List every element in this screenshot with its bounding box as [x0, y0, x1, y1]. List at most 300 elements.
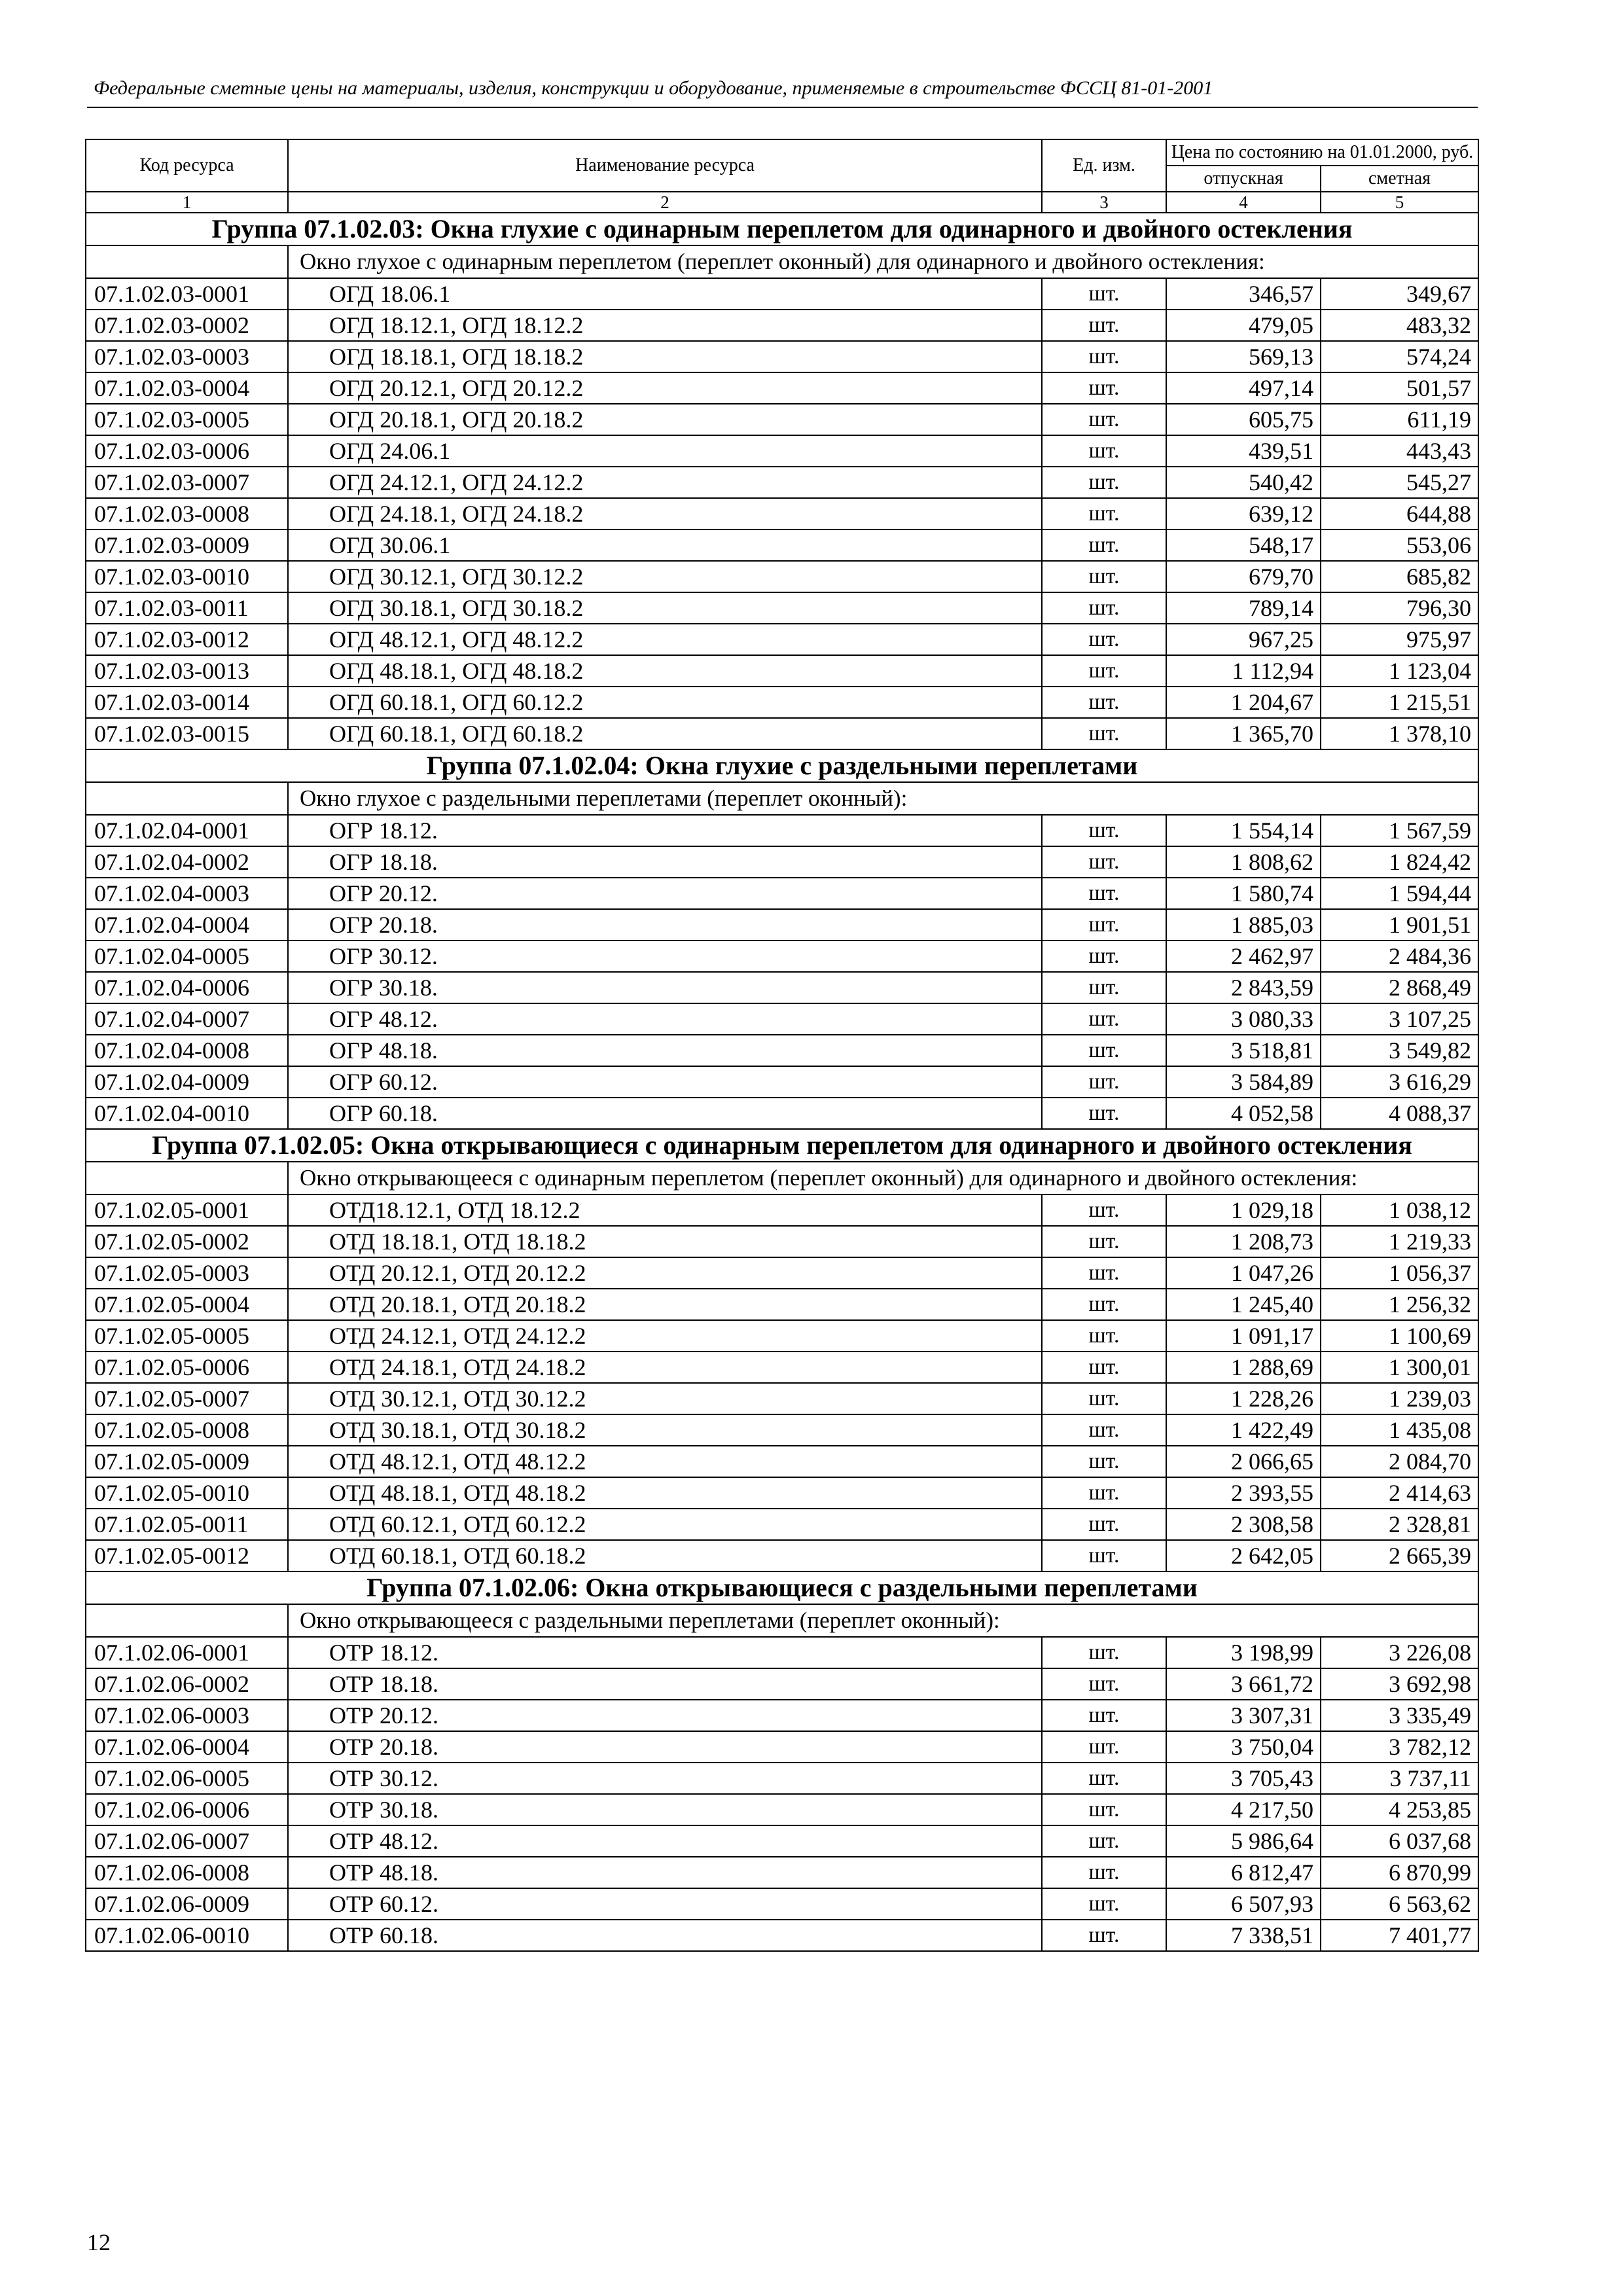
group-heading-row — [86, 213, 1478, 245]
unit: шт. — [1042, 878, 1166, 909]
unit: шт. — [1042, 310, 1166, 341]
release-price: 3 661,72 — [1166, 1668, 1321, 1700]
resource-code: 07.1.02.05-0011 — [86, 1509, 288, 1540]
resource-name: ОТР 20.18. — [288, 1731, 1042, 1763]
estimate-price: 2 328,81 — [1321, 1509, 1478, 1540]
resource-name: ОТД 24.12.1, ОТД 24.12.2 — [288, 1320, 1042, 1352]
unit: шт. — [1042, 1003, 1166, 1035]
estimate-price: 4 253,85 — [1321, 1794, 1478, 1825]
estimate-price: 3 782,12 — [1321, 1731, 1478, 1763]
release-price: 2 462,97 — [1166, 941, 1321, 972]
subheading-row — [86, 1162, 1478, 1194]
group-heading-row — [86, 1129, 1478, 1162]
header-price: Цена по состоянию на 01.01.2000, руб. — [1166, 139, 1478, 166]
estimate-price: 1 100,69 — [1321, 1320, 1478, 1352]
table-row — [86, 1320, 1478, 1352]
release-price: 1 047,26 — [1166, 1257, 1321, 1289]
unit: шт. — [1042, 372, 1166, 404]
release-price: 1 091,17 — [1166, 1320, 1321, 1352]
resource-name: ОГД 30.06.1 — [288, 529, 1042, 561]
release-price: 2 642,05 — [1166, 1540, 1321, 1571]
unit: шт. — [1042, 1540, 1166, 1571]
subheading-code-cell — [86, 782, 288, 815]
estimate-price: 975,97 — [1321, 624, 1478, 655]
subheading-text: Окно открывающееся с одинарным переплетом (переплет оконный) для одинарного и двойного остекления: — [288, 1162, 1478, 1194]
unit: шт. — [1042, 1731, 1166, 1763]
resource-name: ОГД 24.12.1, ОГД 24.12.2 — [288, 467, 1042, 498]
release-price: 789,14 — [1166, 592, 1321, 624]
resource-name: ОТР 18.12. — [288, 1637, 1042, 1668]
release-price: 3 080,33 — [1166, 1003, 1321, 1035]
release-price: 1 422,49 — [1166, 1414, 1321, 1446]
resource-code: 07.1.02.04-0006 — [86, 972, 288, 1003]
table-row — [86, 498, 1478, 529]
unit: шт. — [1042, 1825, 1166, 1857]
group-heading: Группа 07.1.02.04: Окна глухие с раздельными переплетами — [86, 749, 1478, 782]
estimate-price: 3 692,98 — [1321, 1668, 1478, 1700]
resource-code: 07.1.02.05-0002 — [86, 1226, 288, 1257]
resource-name: ОГД 48.12.1, ОГД 48.12.2 — [288, 624, 1042, 655]
subheading-code-cell — [86, 1604, 288, 1637]
resource-code: 07.1.02.03-0002 — [86, 310, 288, 341]
estimate-price: 6 870,99 — [1321, 1857, 1478, 1888]
estimate-price: 1 123,04 — [1321, 655, 1478, 687]
table-row — [86, 1731, 1478, 1763]
release-price: 1 245,40 — [1166, 1289, 1321, 1320]
resource-code: 07.1.02.05-0005 — [86, 1320, 288, 1352]
estimate-price: 1 824,42 — [1321, 846, 1478, 878]
release-price: 2 066,65 — [1166, 1446, 1321, 1477]
estimate-price: 1 901,51 — [1321, 909, 1478, 941]
release-price: 1 808,62 — [1166, 846, 1321, 878]
release-price: 3 198,99 — [1166, 1637, 1321, 1668]
resource-code: 07.1.02.03-0006 — [86, 435, 288, 467]
release-price: 6 812,47 — [1166, 1857, 1321, 1888]
resource-code: 07.1.02.05-0009 — [86, 1446, 288, 1477]
group-heading-row — [86, 749, 1478, 782]
table-row — [86, 1857, 1478, 1888]
unit: шт. — [1042, 1509, 1166, 1540]
release-price: 1 112,94 — [1166, 655, 1321, 687]
unit: шт. — [1042, 1920, 1166, 1951]
release-price: 1 885,03 — [1166, 909, 1321, 941]
table-row — [86, 1509, 1478, 1540]
resource-name: ОГД 24.18.1, ОГД 24.18.2 — [288, 498, 1042, 529]
table-row — [86, 1003, 1478, 1035]
table-row — [86, 1825, 1478, 1857]
table-row — [86, 1226, 1478, 1257]
column-number: 2 — [288, 192, 1042, 213]
table-row — [86, 1035, 1478, 1066]
table-row — [86, 1257, 1478, 1289]
estimate-price: 4 088,37 — [1321, 1098, 1478, 1129]
resource-code: 07.1.02.04-0008 — [86, 1035, 288, 1066]
table-row — [86, 815, 1478, 846]
table-row — [86, 341, 1478, 372]
table-row — [86, 1763, 1478, 1794]
resource-code: 07.1.02.06-0006 — [86, 1794, 288, 1825]
table-row — [86, 1668, 1478, 1700]
estimate-price: 796,30 — [1321, 592, 1478, 624]
release-price: 1 288,69 — [1166, 1352, 1321, 1383]
price-table — [85, 139, 1479, 1952]
group-heading: Группа 07.1.02.05: Окна открывающиеся с одинарным переплетом для одинарного и двойного остекления — [86, 1129, 1478, 1162]
unit: шт. — [1042, 592, 1166, 624]
resource-name: ОТД 60.12.1, ОТД 60.12.2 — [288, 1509, 1042, 1540]
resource-name: ОТД 18.18.1, ОТД 18.18.2 — [288, 1226, 1042, 1257]
table-row — [86, 1098, 1478, 1129]
header-unit: Ед. изм. — [1042, 139, 1166, 192]
resource-code: 07.1.02.03-0008 — [86, 498, 288, 529]
table-row — [86, 1194, 1478, 1226]
estimate-price: 6 037,68 — [1321, 1825, 1478, 1857]
estimate-price: 611,19 — [1321, 404, 1478, 435]
table-row — [86, 372, 1478, 404]
estimate-price: 2 484,36 — [1321, 941, 1478, 972]
estimate-price: 1 219,33 — [1321, 1226, 1478, 1257]
subheading-code-cell — [86, 245, 288, 278]
unit: шт. — [1042, 1477, 1166, 1509]
unit: шт. — [1042, 1320, 1166, 1352]
estimate-price: 1 056,37 — [1321, 1257, 1478, 1289]
release-price: 7 338,51 — [1166, 1920, 1321, 1951]
table-row — [86, 1383, 1478, 1414]
unit: шт. — [1042, 435, 1166, 467]
resource-code: 07.1.02.03-0011 — [86, 592, 288, 624]
release-price: 548,17 — [1166, 529, 1321, 561]
estimate-price: 574,24 — [1321, 341, 1478, 372]
group-heading: Группа 07.1.02.03: Окна глухие с одинарным переплетом для одинарного и двойного остекления — [86, 213, 1478, 245]
release-price: 1 029,18 — [1166, 1194, 1321, 1226]
resource-name: ОТР 48.18. — [288, 1857, 1042, 1888]
estimate-price: 3 107,25 — [1321, 1003, 1478, 1035]
resource-code: 07.1.02.04-0010 — [86, 1098, 288, 1129]
release-price: 3 584,89 — [1166, 1066, 1321, 1098]
release-price: 2 843,59 — [1166, 972, 1321, 1003]
unit: шт. — [1042, 624, 1166, 655]
estimate-price: 3 616,29 — [1321, 1066, 1478, 1098]
release-price: 3 518,81 — [1166, 1035, 1321, 1066]
unit: шт. — [1042, 846, 1166, 878]
resource-name: ОТР 60.18. — [288, 1920, 1042, 1951]
table-row — [86, 972, 1478, 1003]
resource-code: 07.1.02.03-0007 — [86, 467, 288, 498]
table-row — [86, 1446, 1478, 1477]
release-price: 1 554,14 — [1166, 815, 1321, 846]
release-price: 1 204,67 — [1166, 687, 1321, 718]
unit: шт. — [1042, 1857, 1166, 1888]
unit: шт. — [1042, 1794, 1166, 1825]
resource-name: ОТР 60.12. — [288, 1888, 1042, 1920]
resource-name: ОГР 30.18. — [288, 972, 1042, 1003]
table-row — [86, 1637, 1478, 1668]
resource-name: ОГР 30.12. — [288, 941, 1042, 972]
estimate-price: 2 084,70 — [1321, 1446, 1478, 1477]
release-price: 479,05 — [1166, 310, 1321, 341]
resource-name: ОТР 48.12. — [288, 1825, 1042, 1857]
unit: шт. — [1042, 655, 1166, 687]
unit: шт. — [1042, 467, 1166, 498]
table-row — [86, 278, 1478, 310]
unit: шт. — [1042, 498, 1166, 529]
release-price: 3 705,43 — [1166, 1763, 1321, 1794]
resource-code: 07.1.02.06-0009 — [86, 1888, 288, 1920]
resource-code: 07.1.02.05-0003 — [86, 1257, 288, 1289]
estimate-price: 501,57 — [1321, 372, 1478, 404]
unit: шт. — [1042, 1637, 1166, 1668]
resource-code: 07.1.02.06-0010 — [86, 1920, 288, 1951]
release-price: 639,12 — [1166, 498, 1321, 529]
unit: шт. — [1042, 1289, 1166, 1320]
resource-name: ОТР 30.18. — [288, 1794, 1042, 1825]
unit: шт. — [1042, 1352, 1166, 1383]
estimate-price: 553,06 — [1321, 529, 1478, 561]
resource-code: 07.1.02.03-0015 — [86, 718, 288, 749]
subheading-text: Окно открывающееся с раздельными переплетами (переплет оконный): — [288, 1604, 1478, 1637]
estimate-price: 545,27 — [1321, 467, 1478, 498]
resource-name: ОТД 30.12.1, ОТД 30.12.2 — [288, 1383, 1042, 1414]
table-row — [86, 941, 1478, 972]
subheading-code-cell — [86, 1162, 288, 1194]
subheading-row — [86, 1604, 1478, 1637]
table-row — [86, 404, 1478, 435]
release-price: 679,70 — [1166, 561, 1321, 592]
column-number: 4 — [1166, 192, 1321, 213]
header-estimate-price: сметная — [1321, 166, 1478, 192]
release-price: 439,51 — [1166, 435, 1321, 467]
release-price: 4 217,50 — [1166, 1794, 1321, 1825]
table-row — [86, 467, 1478, 498]
table-row — [86, 592, 1478, 624]
unit: шт. — [1042, 909, 1166, 941]
resource-name: ОГР 20.12. — [288, 878, 1042, 909]
table-row — [86, 1540, 1478, 1571]
estimate-price: 2 665,39 — [1321, 1540, 1478, 1571]
estimate-price: 3 335,49 — [1321, 1700, 1478, 1731]
resource-code: 07.1.02.06-0002 — [86, 1668, 288, 1700]
resource-code: 07.1.02.03-0001 — [86, 278, 288, 310]
unit: шт. — [1042, 1257, 1166, 1289]
resource-code: 07.1.02.03-0014 — [86, 687, 288, 718]
resource-name: ОТД 48.12.1, ОТД 48.12.2 — [288, 1446, 1042, 1477]
resource-code: 07.1.02.05-0008 — [86, 1414, 288, 1446]
subheading-row — [86, 245, 1478, 278]
unit: шт. — [1042, 1194, 1166, 1226]
release-price: 4 052,58 — [1166, 1098, 1321, 1129]
resource-name: ОТР 30.12. — [288, 1763, 1042, 1794]
release-price: 540,42 — [1166, 467, 1321, 498]
estimate-price: 644,88 — [1321, 498, 1478, 529]
estimate-price: 1 378,10 — [1321, 718, 1478, 749]
unit: шт. — [1042, 1383, 1166, 1414]
unit: шт. — [1042, 1226, 1166, 1257]
estimate-price: 1 256,32 — [1321, 1289, 1478, 1320]
unit: шт. — [1042, 404, 1166, 435]
table-row — [86, 909, 1478, 941]
estimate-price: 1 435,08 — [1321, 1414, 1478, 1446]
unit: шт. — [1042, 529, 1166, 561]
resource-name: ОГД 24.06.1 — [288, 435, 1042, 467]
release-price: 3 307,31 — [1166, 1700, 1321, 1731]
resource-name: ОГР 18.12. — [288, 815, 1042, 846]
estimate-price: 2 868,49 — [1321, 972, 1478, 1003]
resource-code: 07.1.02.03-0009 — [86, 529, 288, 561]
estimate-price: 2 414,63 — [1321, 1477, 1478, 1509]
table-row — [86, 655, 1478, 687]
resource-name: ОГР 18.18. — [288, 846, 1042, 878]
resource-name: ОГД 18.18.1, ОГД 18.18.2 — [288, 341, 1042, 372]
release-price: 3 750,04 — [1166, 1731, 1321, 1763]
table-row — [86, 1477, 1478, 1509]
estimate-price: 685,82 — [1321, 561, 1478, 592]
resource-code: 07.1.02.06-0007 — [86, 1825, 288, 1857]
resource-code: 07.1.02.05-0001 — [86, 1194, 288, 1226]
resource-name: ОГД 30.18.1, ОГД 30.18.2 — [288, 592, 1042, 624]
subheading-text: Окно глухое с одинарным переплетом (переплет оконный) для одинарного и двойного остекления: — [288, 245, 1478, 278]
resource-name: ОГР 48.18. — [288, 1035, 1042, 1066]
unit: шт. — [1042, 1763, 1166, 1794]
release-price: 346,57 — [1166, 278, 1321, 310]
unit: шт. — [1042, 815, 1166, 846]
table-row — [86, 846, 1478, 878]
column-number: 1 — [86, 192, 288, 213]
group-heading-row — [86, 1571, 1478, 1604]
resource-name: ОГР 60.12. — [288, 1066, 1042, 1098]
column-number-row — [86, 192, 1478, 213]
release-price: 497,14 — [1166, 372, 1321, 404]
table-row — [86, 878, 1478, 909]
table-row — [86, 1700, 1478, 1731]
resource-name: ОГД 20.12.1, ОГД 20.12.2 — [288, 372, 1042, 404]
release-price: 5 986,64 — [1166, 1825, 1321, 1857]
unit: шт. — [1042, 718, 1166, 749]
resource-name: ОТД 20.12.1, ОТД 20.12.2 — [288, 1257, 1042, 1289]
header-name: Наименование ресурса — [288, 139, 1042, 192]
unit: шт. — [1042, 687, 1166, 718]
resource-code: 07.1.02.04-0005 — [86, 941, 288, 972]
resource-name: ОГД 48.18.1, ОГД 48.18.2 — [288, 655, 1042, 687]
estimate-price: 1 215,51 — [1321, 687, 1478, 718]
resource-code: 07.1.02.05-0010 — [86, 1477, 288, 1509]
unit: шт. — [1042, 341, 1166, 372]
resource-code: 07.1.02.05-0007 — [86, 1383, 288, 1414]
table-row — [86, 561, 1478, 592]
column-number: 3 — [1042, 192, 1166, 213]
resource-name: ОТД 48.18.1, ОТД 48.18.2 — [288, 1477, 1042, 1509]
table-row — [86, 1352, 1478, 1383]
resource-code: 07.1.02.03-0005 — [86, 404, 288, 435]
estimate-price: 1 038,12 — [1321, 1194, 1478, 1226]
table-row — [86, 435, 1478, 467]
resource-code: 07.1.02.04-0007 — [86, 1003, 288, 1035]
resource-code: 07.1.02.03-0003 — [86, 341, 288, 372]
unit: шт. — [1042, 278, 1166, 310]
table-row — [86, 1794, 1478, 1825]
resource-code: 07.1.02.06-0008 — [86, 1857, 288, 1888]
resource-name: ОТД 30.18.1, ОТД 30.18.2 — [288, 1414, 1042, 1446]
group-heading: Группа 07.1.02.06: Окна открывающиеся с раздельными переплетами — [86, 1571, 1478, 1604]
unit: шт. — [1042, 1700, 1166, 1731]
unit: шт. — [1042, 1414, 1166, 1446]
resource-code: 07.1.02.04-0003 — [86, 878, 288, 909]
estimate-price: 443,43 — [1321, 435, 1478, 467]
table-row — [86, 529, 1478, 561]
release-price: 605,75 — [1166, 404, 1321, 435]
resource-code: 07.1.02.04-0001 — [86, 815, 288, 846]
release-price: 6 507,93 — [1166, 1888, 1321, 1920]
resource-code: 07.1.02.06-0003 — [86, 1700, 288, 1731]
unit: шт. — [1042, 972, 1166, 1003]
release-price: 1 208,73 — [1166, 1226, 1321, 1257]
resource-name: ОГД 18.12.1, ОГД 18.12.2 — [288, 310, 1042, 341]
unit: шт. — [1042, 561, 1166, 592]
estimate-price: 3 226,08 — [1321, 1637, 1478, 1668]
resource-code: 07.1.02.05-0004 — [86, 1289, 288, 1320]
estimate-price: 483,32 — [1321, 310, 1478, 341]
table-body — [86, 139, 1478, 1951]
header-release-price: отпускная — [1166, 166, 1321, 192]
unit: шт. — [1042, 1888, 1166, 1920]
release-price: 967,25 — [1166, 624, 1321, 655]
table-row — [86, 1414, 1478, 1446]
unit: шт. — [1042, 1446, 1166, 1477]
resource-code: 07.1.02.04-0002 — [86, 846, 288, 878]
resource-name: ОТР 18.18. — [288, 1668, 1042, 1700]
table-row — [86, 1888, 1478, 1920]
resource-code: 07.1.02.05-0006 — [86, 1352, 288, 1383]
unit: шт. — [1042, 1066, 1166, 1098]
table-row — [86, 718, 1478, 749]
resource-name: ОГД 60.18.1, ОГД 60.18.2 — [288, 718, 1042, 749]
estimate-price: 349,67 — [1321, 278, 1478, 310]
table-row — [86, 310, 1478, 341]
resource-code: 07.1.02.04-0004 — [86, 909, 288, 941]
resource-code: 07.1.02.03-0010 — [86, 561, 288, 592]
release-price: 2 308,58 — [1166, 1509, 1321, 1540]
estimate-price: 1 567,59 — [1321, 815, 1478, 846]
resource-name: ОГД 30.12.1, ОГД 30.12.2 — [288, 561, 1042, 592]
header-code: Код ресурса — [86, 139, 288, 192]
subheading-text: Окно глухое с раздельными переплетами (переплет оконный): — [288, 782, 1478, 815]
estimate-price: 1 594,44 — [1321, 878, 1478, 909]
resource-name: ОТД18.12.1, ОТД 18.12.2 — [288, 1194, 1042, 1226]
estimate-price: 1 239,03 — [1321, 1383, 1478, 1414]
release-price: 1 365,70 — [1166, 718, 1321, 749]
table-row — [86, 687, 1478, 718]
release-price: 1 228,26 — [1166, 1383, 1321, 1414]
resource-name: ОТР 20.12. — [288, 1700, 1042, 1731]
table-row — [86, 1066, 1478, 1098]
resource-name: ОГД 60.18.1, ОГД 60.12.2 — [288, 687, 1042, 718]
estimate-price: 7 401,77 — [1321, 1920, 1478, 1951]
unit: шт. — [1042, 941, 1166, 972]
unit: шт. — [1042, 1668, 1166, 1700]
estimate-price: 3 737,11 — [1321, 1763, 1478, 1794]
table-row — [86, 624, 1478, 655]
resource-code: 07.1.02.03-0012 — [86, 624, 288, 655]
estimate-price: 3 549,82 — [1321, 1035, 1478, 1066]
header-row — [86, 139, 1478, 166]
resource-name: ОТД 24.18.1, ОТД 24.18.2 — [288, 1352, 1042, 1383]
resource-name: ОГР 20.18. — [288, 909, 1042, 941]
resource-code: 07.1.02.03-0004 — [86, 372, 288, 404]
unit: шт. — [1042, 1035, 1166, 1066]
resource-name: ОТД 20.18.1, ОТД 20.18.2 — [288, 1289, 1042, 1320]
estimate-price: 6 563,62 — [1321, 1888, 1478, 1920]
table-row — [86, 1920, 1478, 1951]
resource-code: 07.1.02.04-0009 — [86, 1066, 288, 1098]
subheading-row — [86, 782, 1478, 815]
